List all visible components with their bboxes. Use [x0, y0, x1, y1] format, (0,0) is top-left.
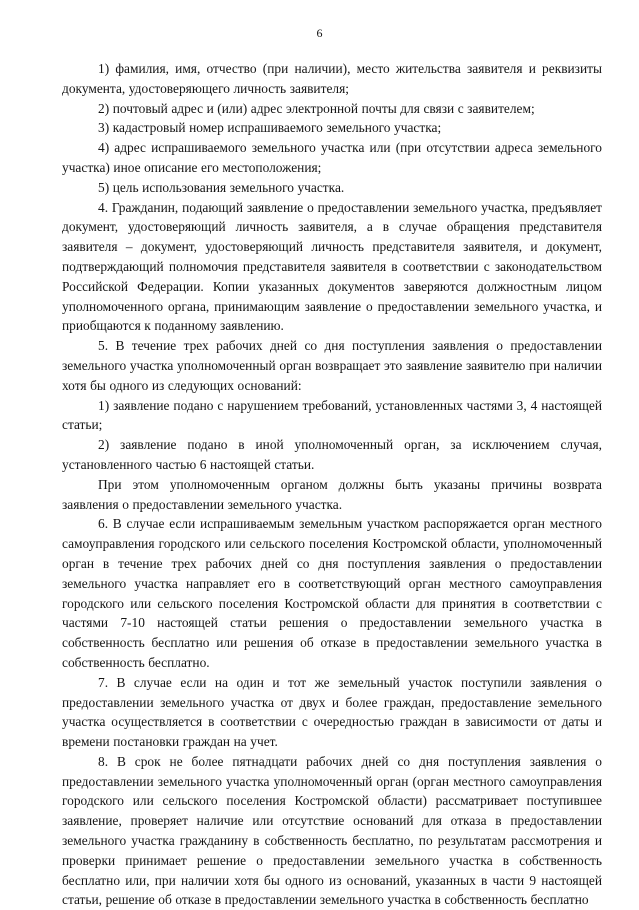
paragraph-part-7: 7. В случае если на один и тот же земельный участок поступили заявления о предоставлении земельного участка от двух и более граждан, предоставление земельного участка осуществляется в соответствии с очередностью граждан в зависимости от даты и времени постановки граждан на учет.: [62, 674, 602, 750]
paragraph-part-4: 4. Гражданин, подающий заявление о предоставлении земельного участка, предъявляет документ, удостоверяющий личность заявителя, а в случае обращения представителя заявителя – документ, удостоверяющий личность представителя заявителя, и документ, подтверждающий полномочия представителя заявителя в соответствии с законодательством Российской Федерации. Копии указанных документов заверяются должностным лицом уполномоченного органа, принимающим заявление о предоставлении земельного участка, и приобщаются к поданному заявлению.: [62, 199, 602, 334]
paragraph-part-5-item-1: 1) заявление подано с нарушением требований, установленных частями 3, 4 настоящей статьи;: [62, 397, 602, 433]
paragraph-item-3: 3) кадастровый номер испрашиваемого земельного участка;: [98, 120, 442, 136]
paragraph-item-4: 4) адрес испрашиваемого земельного участка или (при отсутствии адреса земельного участка) иное описание его местоположения;: [62, 140, 602, 175]
paragraph-part-8: 8. В срок не более пятнадцати рабочих дней со дня поступления заявления о предоставлении земельного участка уполномоченный орган (орган местного самоуправления городского или сельского поселения Костромской области) рассматривает поступившее заявление, проверяет наличие или отсутствие оснований для отказа в предоставлении земельного участка гражданину в собственность бесплатно, по результатам рассмотрения и проверки принимает решение о предоставлении земельного участка в собственность бесплатно или, при наличии хотя бы одного из оснований, указанных в части 9 настоящей статьи, решение об отказе в предоставлении земельного участка в собственность бесплатно: [62, 753, 602, 908]
document-body: [62, 59, 602, 910]
paragraph-part-5: 5. В течение трех рабочих дней со дня поступления заявления о предоставлении земельного участка уполномоченный орган возвращает это заявление заявителю при наличии хотя бы одного из следующих оснований:: [62, 338, 602, 393]
page-number: 6: [316, 26, 323, 40]
paragraph-item-1: 1) фамилия, имя, отчество (при наличии), место жительства заявителя и реквизиты документа, удостоверяющего личность заявителя;: [62, 61, 602, 96]
paragraph-item-2: 2) почтовый адрес и (или) адрес электронной почты для связи с заявителем;: [98, 100, 535, 116]
paragraph-part-6: 6. В случае если испрашиваемым земельным участком распоряжается орган местного самоуправления городского или сельского поселения Костромской области, уполномоченный орган в течение трех рабочих дней со дня поступления заявления о предоставлении земельного участка направляет его в соответствующий орган местного самоуправления городского или сельского поселения Костромской области для принятия в соответствии с частями 7-10 настоящей статьи решения о предоставлении земельного участка в собственность бесплатно или решения об отказе в предоставлении земельного участка в собственность бесплатно.: [62, 516, 602, 670]
paragraph-part-5-item-2: 2) заявление подано в иной уполномоченный орган, за исключением случая, установленного частью 6 настоящей статьи.: [62, 437, 602, 472]
paragraph-item-5: 5) цель использования земельного участка.: [98, 179, 345, 195]
paragraph-return-reasons: При этом уполномоченным органом должны быть указаны причины возврата заявления о предоставлении земельного участка.: [62, 476, 602, 512]
